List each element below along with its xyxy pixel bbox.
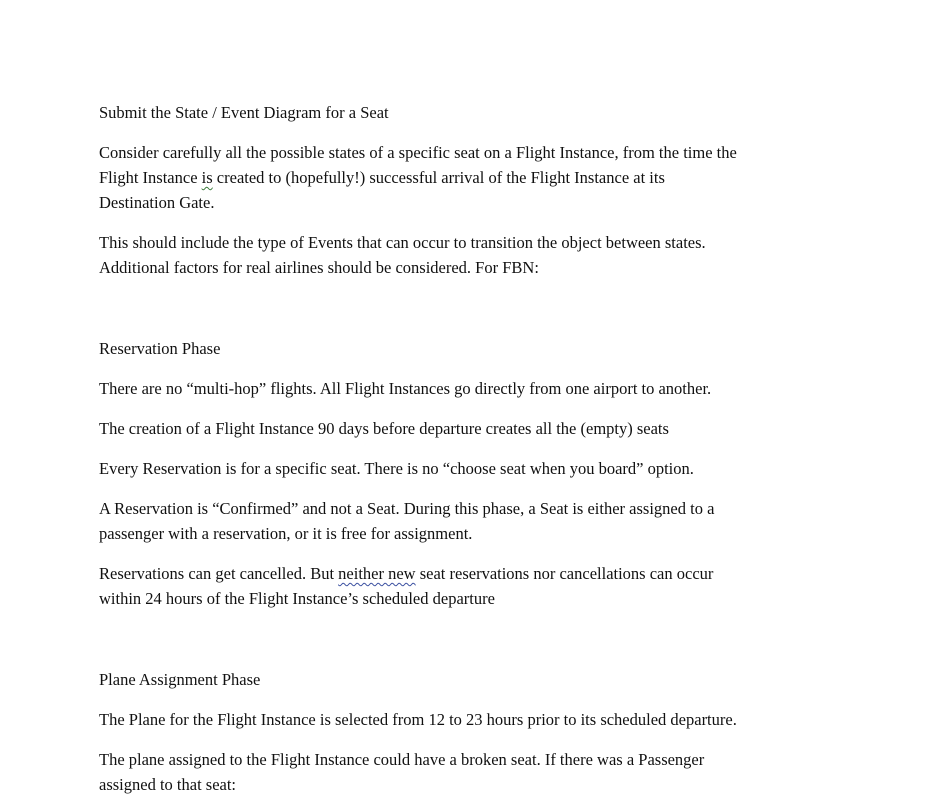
plane-assignment-p2 bbox=[99, 747, 844, 797]
reservation-p5-line-1 bbox=[99, 561, 844, 586]
plane-assignment-p2-line-2: assigned to that seat: bbox=[99, 775, 237, 794]
reservation-p1: There are no “multi-hop” flights. All Flight Instances go directly from one airport to another. bbox=[99, 379, 712, 398]
reservation-p5 bbox=[99, 561, 844, 611]
grammar-flag-neither-new: neither new bbox=[338, 564, 416, 583]
reservation-p5-start: Reservations can get cancelled. But bbox=[99, 564, 339, 583]
events-line-1: This should include the type of Events that can occur to transition the object between states. bbox=[99, 233, 706, 252]
plane-assignment-heading: Plane Assignment Phase bbox=[99, 670, 261, 689]
reservation-p4 bbox=[99, 496, 844, 546]
reservation-p3: Every Reservation is for a specific seat. There is no “choose seat when you board” option. bbox=[99, 459, 694, 478]
intro-line-2 bbox=[99, 165, 844, 190]
plane-assignment-p1: The Plane for the Flight Instance is selected from 12 to 23 hours prior to its scheduled departure. bbox=[99, 710, 737, 729]
document-body bbox=[99, 100, 844, 797]
events-paragraph bbox=[99, 230, 844, 280]
reservation-p4-line-1: A Reservation is “Confirmed” and not a Seat. During this phase, a Seat is either assigned to a bbox=[99, 499, 715, 518]
document-title: Submit the State / Event Diagram for a Seat bbox=[99, 103, 389, 122]
reservation-phase-heading: Reservation Phase bbox=[99, 339, 221, 358]
intro-paragraph bbox=[99, 140, 844, 215]
plane-assignment-p2-line-1: The plane assigned to the Flight Instance could have a broken seat. If there was a Passenger bbox=[99, 750, 705, 769]
reservation-p2: The creation of a Flight Instance 90 days before departure creates all the (empty) seats bbox=[99, 419, 669, 438]
reservation-p5-end: seat reservations nor cancellations can occur bbox=[415, 564, 714, 583]
reservation-p4-line-2: passenger with a reservation, or it is free for assignment. bbox=[99, 524, 473, 543]
intro-line-2-end: created to (hopefully!) successful arrival of the Flight Instance at its bbox=[212, 168, 665, 187]
intro-line-3: Destination Gate. bbox=[99, 193, 215, 212]
intro-line-2-start: Flight Instance bbox=[99, 168, 202, 187]
grammar-flag-is: is bbox=[201, 168, 213, 187]
events-line-2: Additional factors for real airlines should be considered. For FBN: bbox=[99, 258, 539, 277]
intro-line-1: Consider carefully all the possible states of a specific seat on a Flight Instance, from the time the bbox=[99, 143, 737, 162]
reservation-p5-line-2: within 24 hours of the Flight Instance’s scheduled departure bbox=[99, 589, 495, 608]
